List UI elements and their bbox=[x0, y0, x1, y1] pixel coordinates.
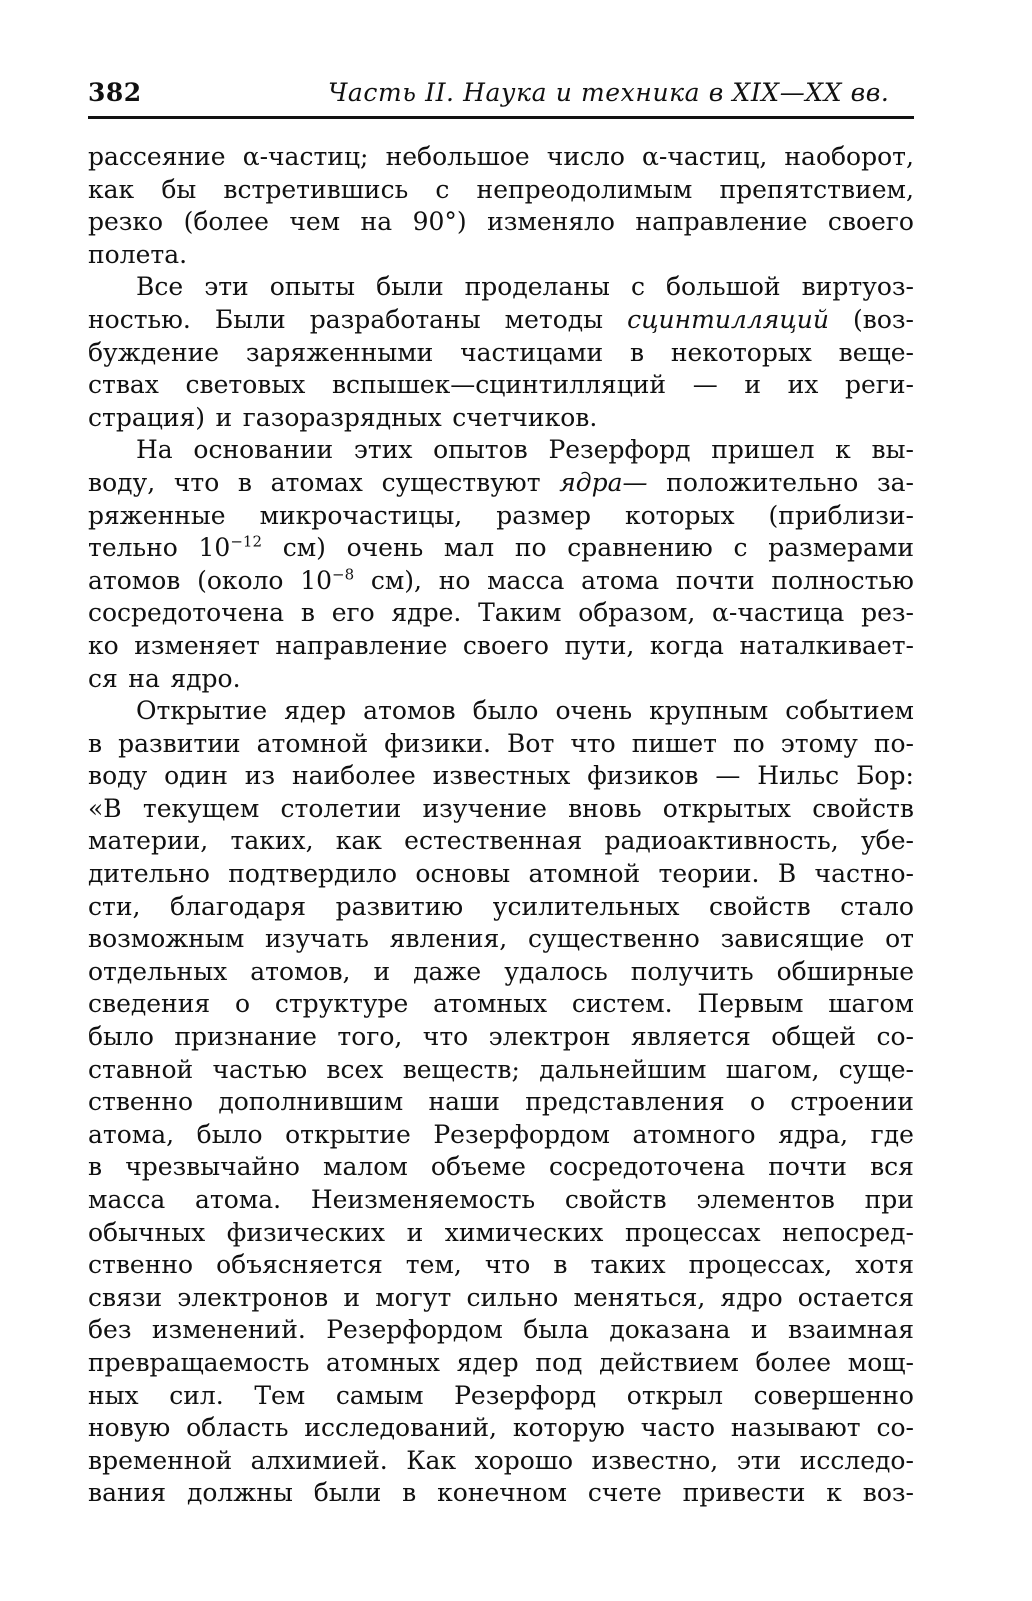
text-line: как бы встретившись с непреодолимым препятствием, bbox=[88, 174, 914, 204]
text-line: На основании этих опытов Резерфорд пришел к вы- bbox=[136, 435, 914, 465]
text-line: атомов (около $10^{-8}$ см), но масса атома почти полностью bbox=[88, 565, 914, 595]
text-line: ственно дополнившим наши представления о строении bbox=[88, 1087, 914, 1117]
text-line: ствах световых вспышек—сцинтилляций — и их реги- bbox=[88, 370, 914, 400]
text-line: вания должны были в конечном счете привести к воз- bbox=[88, 1478, 914, 1508]
text-line: атома, было открытие Резерфордом атомного ядра, где bbox=[88, 1119, 914, 1149]
text-line: связи электронов и могут сильно меняться, ядро остается bbox=[88, 1282, 914, 1312]
text-line: ставной частью всех веществ; дальнейшим шагом, суще- bbox=[88, 1054, 914, 1084]
text-line: «В текущем столетии изучение вновь открытых свойств bbox=[88, 793, 914, 823]
text-line: резко (более чем на 90°) изменяло направление своего bbox=[88, 207, 914, 237]
text-line: рассеяние α-частиц; небольшое число α-частиц, наоборот, bbox=[88, 142, 914, 171]
text-line: отдельных атомов, и даже удалось получить обширные bbox=[88, 956, 914, 986]
text-line: ных сил. Тем самым Резерфорд открыл совершенно bbox=[88, 1380, 914, 1410]
running-title: Часть II. Наука и техника в XIX—XX вв. bbox=[328, 78, 890, 107]
text-line: тельно $10^{-12}$ см) очень мал по сравнению с размерами bbox=[88, 532, 914, 563]
text-line: сведения о структуре атомных систем. Первым шагом bbox=[88, 989, 914, 1019]
text-line: новую область исследований, которую часто называют со- bbox=[88, 1413, 914, 1443]
text-line: сосредоточена в его ядре. Таким образом, α-частица рез- bbox=[88, 598, 914, 628]
text-line: обычных физических и химических процессах непосред- bbox=[88, 1217, 914, 1247]
text-line: без изменений. Резерфордом была доказана и взаимная bbox=[88, 1315, 914, 1345]
text-line: возможным изучать явления, существенно зависящие от bbox=[88, 924, 914, 954]
text-line: было признание того, что электрон является общей со- bbox=[88, 1022, 914, 1052]
body-text bbox=[88, 141, 914, 1510]
text-line: ственно объясняется тем, что в таких процессах, хотя bbox=[88, 1250, 914, 1280]
text-line: временной алхимией. Как хорошо известно, эти исследо- bbox=[88, 1445, 914, 1475]
text-line: буждение заряженными частицами в некоторых веще- bbox=[88, 337, 914, 367]
text-line: дительно подтвердило основы атомной теории. В частно- bbox=[88, 859, 914, 889]
text-line: превращаемость атомных ядер под действием более мощ- bbox=[88, 1347, 914, 1377]
book-page bbox=[88, 70, 914, 1510]
text-line: ся на ядро. bbox=[88, 663, 241, 693]
text-line: сти, благодаря развитию усилительных свойств стало bbox=[88, 891, 914, 921]
text-line: полета. bbox=[88, 239, 188, 269]
text-line: ностью. Были разработаны методы сцинтилляций (воз- bbox=[88, 304, 914, 334]
text-line: ко изменяет направление своего пути, когда наталкивает- bbox=[88, 630, 914, 660]
page-header bbox=[88, 70, 914, 119]
text-line: воду, что в атомах существуют ядра— положительно за- bbox=[88, 467, 914, 497]
text-line: воду один из наиболее известных физиков — Нильс Бор: bbox=[88, 761, 914, 791]
text-line: Все эти опыты были проделаны с большой виртуоз- bbox=[136, 272, 914, 302]
text-line: в чрезвычайно малом объеме сосредоточена почти вся bbox=[88, 1152, 914, 1182]
text-line: в развитии атомной физики. Вот что пишет по этому по- bbox=[88, 728, 914, 758]
text-line: страция) и газоразрядных счетчиков. bbox=[88, 402, 598, 432]
text-line: Открытие ядер атомов было очень крупным событием bbox=[136, 696, 914, 726]
text-line: масса атома. Неизменяемость свойств элементов при bbox=[88, 1185, 914, 1214]
page-number: 382 bbox=[88, 78, 142, 107]
text-line: ряженные микрочастицы, размер которых (приблизи- bbox=[88, 500, 914, 530]
text-line: материи, таких, как естественная радиоактивность, убе- bbox=[88, 826, 914, 856]
